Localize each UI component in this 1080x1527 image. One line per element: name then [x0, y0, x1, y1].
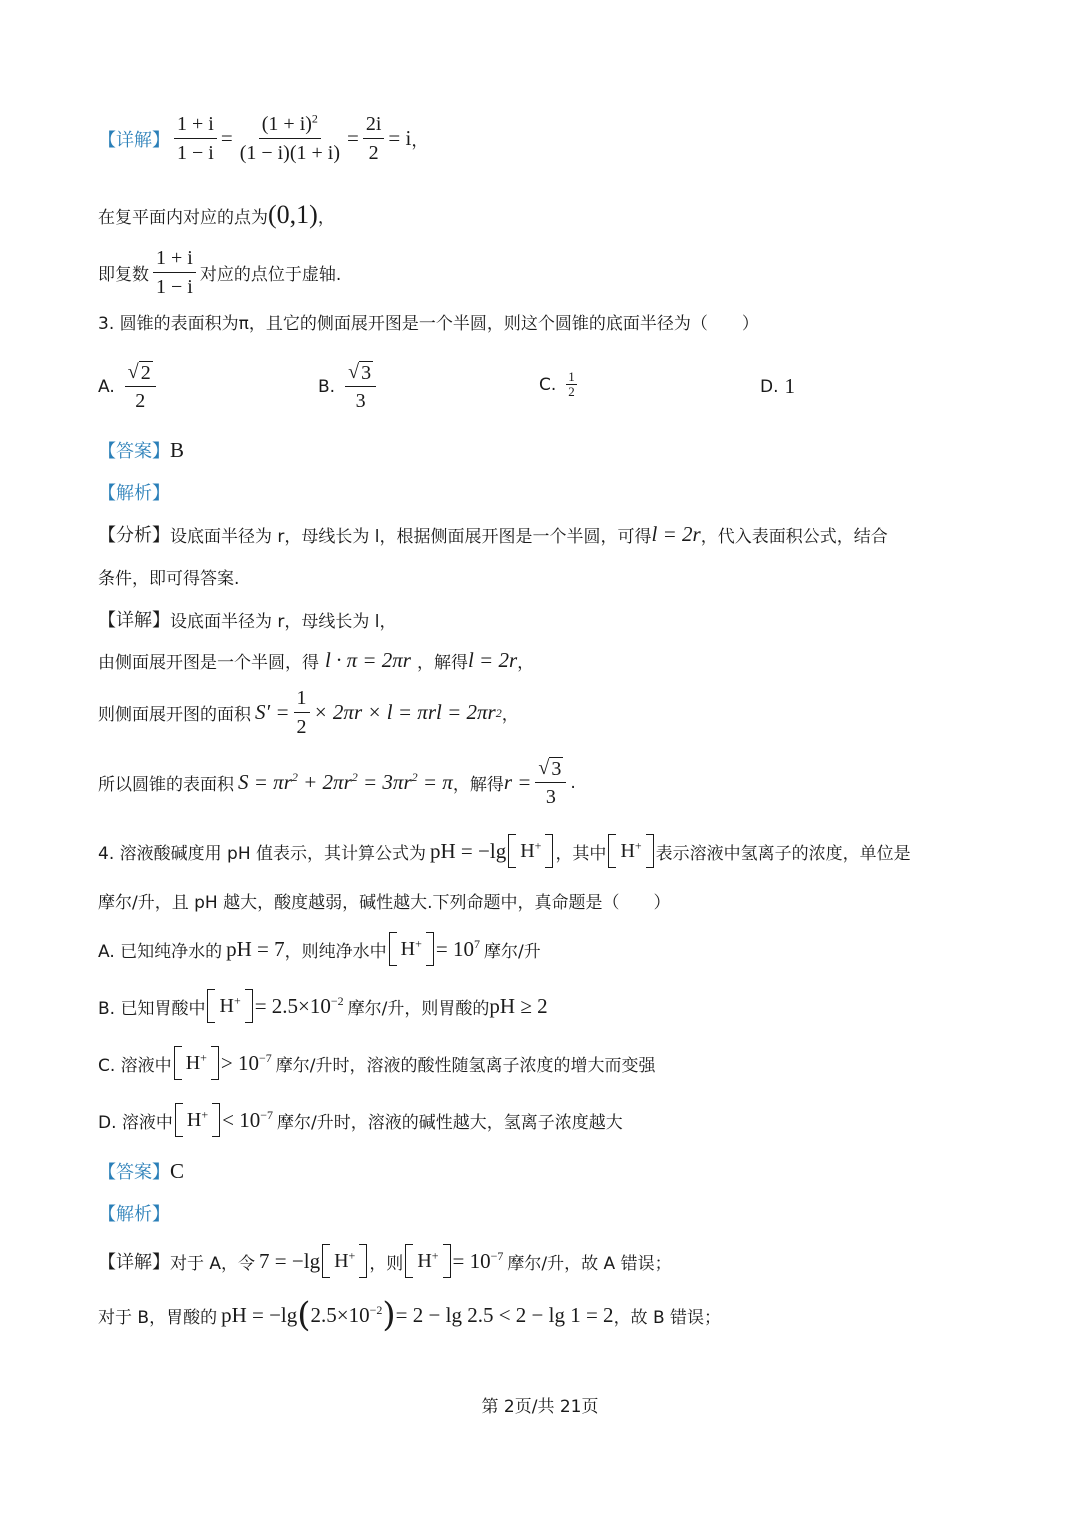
q4-detail-2: 对于 B，胃酸的 pH = −lg ( $2.5\times 10^{-2}$ ) = 2 − lg 2.5 < 2 − lg 1 = 2 ，故 B 错误；: [98, 1295, 722, 1335]
q3-detail-2: 由侧面展开图是一个半圆，得 l · π = 2πr ，解得 l = 2r ，: [98, 648, 535, 673]
detail-tag: 【详解】: [98, 129, 170, 151]
question-4-stem-1: 4. 溶液酸碱度用 pH 值表示，其计算公式为 pH = −lg H+ ，其中 H+ 表示溶液中氢离子的浓度，单位是: [98, 834, 911, 868]
q4-answer: 【答案】 C: [98, 1158, 185, 1183]
q4-analysis-tag: 【解析】: [98, 1204, 170, 1225]
detail-line-complex: 【详解】 $\frac{1 + i}{1 - i}$ = $\frac{(1 + i)^2}{(1 - i)(1 + i)}$ = $\frac{2i}{2}$ = i ，: [98, 111, 429, 164]
q3-option-c: C. $\frac{1}{2}$: [539, 369, 575, 399]
q3-fenxi-line-2: 条件，即可得答案.: [98, 569, 240, 589]
q3-fenxi-line: 【分析】 设底面半径为 r，母线长为 l，根据侧面展开图是一个半圆，可得 l = 2r ，代入表面积公式，结合: [98, 521, 888, 547]
q4-option-c: C. 溶液中 H+ > $10^{-7}$ 摩尔/升时，溶液的酸性随氢离子浓度的增大而变强: [98, 1046, 656, 1080]
question-4-stem-2: 摩尔/升，且 pH 越大，酸度越弱，碱性越大.下列命题中，真命题是（ ）: [98, 893, 671, 913]
page-footer: 第 2页/共 21页: [481, 1397, 599, 1417]
q3-detail-3: 则侧面展开图的面积 S′ = $\frac{1}{2}$ × 2πr × l = πrl = 2πr 2 ，: [98, 687, 519, 738]
q3-option-b: B. √ 3 3: [318, 360, 380, 413]
q3-option-a: A. √ 2 2: [98, 360, 160, 413]
fraction-expanded: $\frac{(1 + i)^2}{(1 - i)(1 + i)}$: [239, 111, 340, 164]
fraction-2i-over-2: $\frac{2i}{2}$: [363, 112, 385, 165]
q4-detail-1: 【详解】 对于 A，令 7 = −lg H+ ，则 H+ = $10^{-7}$ 摩尔/升，故 A 错误；: [98, 1244, 672, 1278]
q4-option-a: A. 已知纯净水的 pH = 7 ，则纯净水中 H+ = $10^7$ 摩尔/升: [98, 932, 541, 966]
q3-analysis-tag: 【解析】: [98, 483, 170, 504]
question-3-stem: 3. 圆锥的表面积为π，且它的侧面展开图是一个半圆，则这个圆锥的底面半径为（ ）: [98, 314, 759, 334]
imaginary-axis-line: 即复数 $\frac{1 + i}{1 - i}$ 对应的点位于虚轴.: [98, 247, 342, 298]
complex-point-line: 在复平面内对应的点为 (0,1) ，: [98, 200, 335, 229]
q4-option-d: D. 溶液中 H+ < $10^{-7}$ 摩尔/升时，溶液的碱性越大，氢离子浓度越大: [98, 1103, 623, 1137]
q4-option-b: B. 已知胃酸中 H+ = $2.5\times 10^{-2}$ 摩尔/升，则胃酸的 pH ≥ 2: [98, 989, 548, 1023]
q3-detail-1: 【详解】 设底面半径为 r，母线长为 l，: [98, 610, 397, 632]
q3-option-d: D. 1: [760, 374, 795, 398]
q3-detail-4: 所以圆锥的表面积 $S = \pi r^2 + 2\pi r^2 = 3\pi r^2 = \pi$ ，解得 r = √ 3 3 .: [98, 757, 576, 808]
fraction-1pi-over-1mi: $\frac{1 + i}{1 - i}$: [174, 112, 217, 165]
q3-answer: 【答案】 B: [98, 437, 185, 462]
